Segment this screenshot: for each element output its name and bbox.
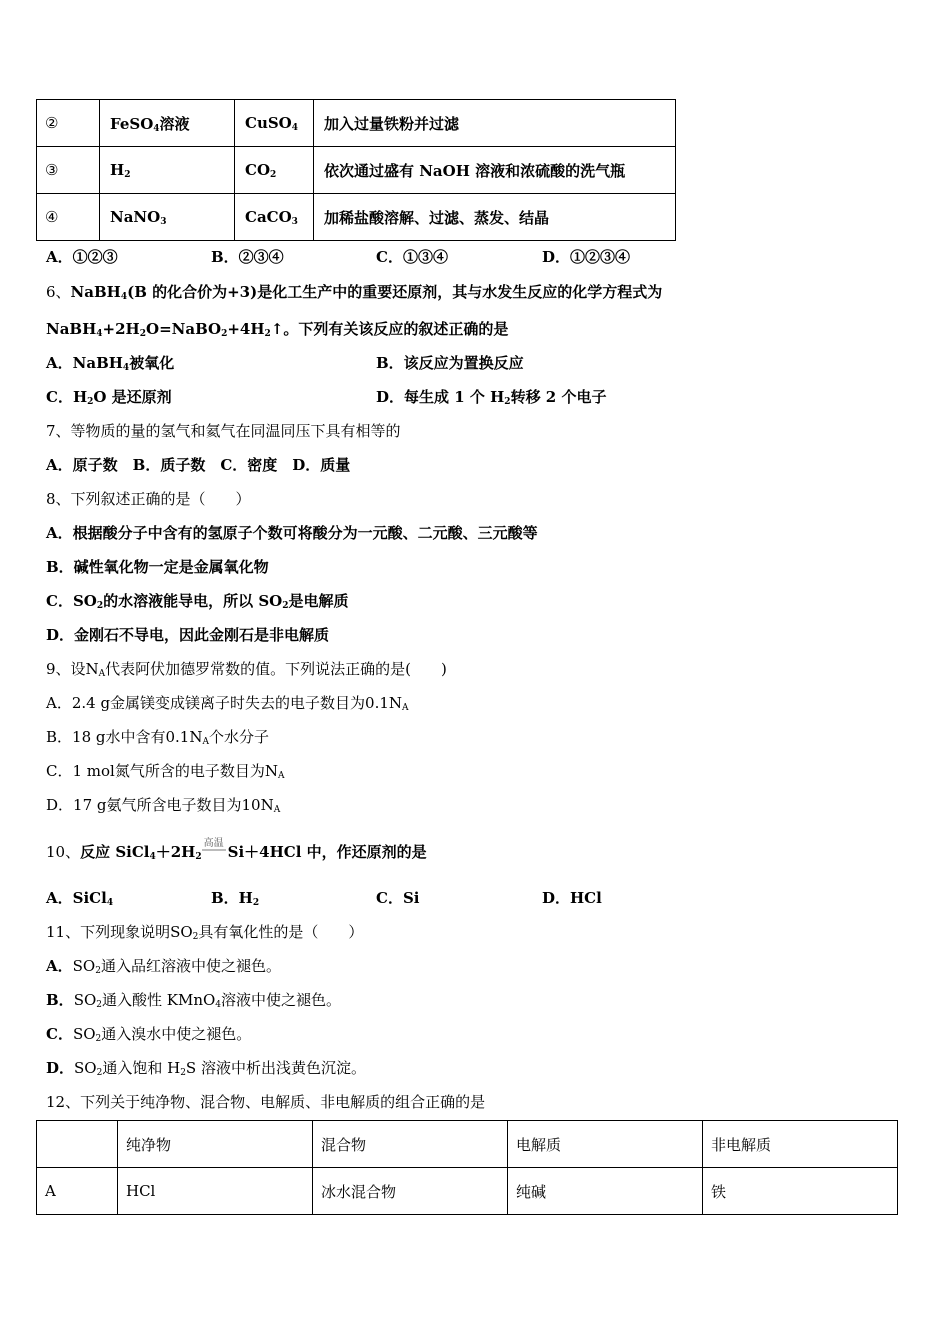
column-header: 非电解质 [703,1121,898,1168]
q5-option-d[interactable]: D．①②③④ [542,248,631,266]
q6-option-c[interactable]: C．$H_2O$ 是还原剂 [46,388,172,407]
table-cell: A [37,1168,118,1215]
q10-option-b[interactable]: B．$H_2$ [211,889,260,908]
q6-equation: $NaBH_4+2H_2O=NaBO_2+4H_2↑$。下列有关该反应的叙述正确的是 [46,320,509,339]
q9-option-a[interactable]: A．2.4 g金属镁变成镁离子时失去的电子数目为$0.1N_A$ [46,694,409,713]
column-header: 电解质 [508,1121,703,1168]
classification-table [36,1120,898,1215]
method-cell: 加稀盐酸溶解、过滤、蒸发、结晶 [314,194,676,241]
q6-stem: 6、NaBH$_4$(B 的化合价为+3)是化工生产中的重要还原剂，其与水发生反应的化学方程式为 [46,283,663,302]
substance-cell: NaNO$_3$ [100,194,235,241]
q8-option-c[interactable]: C．$SO_2$的水溶液能导电，所以 $SO_2$是电解质 [46,592,349,611]
q8-option-d[interactable]: D．金刚石不导电，因此金刚石是非电解质 [46,626,330,644]
table-cell: 铁 [703,1168,898,1215]
row-number: ④ [37,194,100,241]
table-cell: 冰水混合物 [313,1168,508,1215]
table-row [37,147,676,194]
q6-option-a[interactable]: A．NaBH$_4$被氧化 [46,354,175,373]
q10-option-c[interactable]: C．Si [376,889,420,907]
table-cell: HCl [118,1168,313,1215]
q8-option-b[interactable]: B．碱性氧化物一定是金属氧化物 [46,558,269,576]
q8-option-a[interactable]: A．根据酸分子中含有的氢原子个数可将酸分为一元酸、二元酸、三元酸等 [46,524,538,542]
q9-option-c[interactable]: C．1 mol氮气所含的电子数目为$N_A$ [46,762,285,781]
q5-option-b[interactable]: B．②③④ [211,248,284,266]
q11-option-c[interactable]: C．$SO_2$通入溴水中使之褪色。 [46,1025,252,1044]
method-cell: 加入过量铁粉并过滤 [314,100,676,147]
column-header [37,1121,118,1168]
table-header-row [37,1121,898,1168]
row-number: ② [37,100,100,147]
q10-stem: 10、反应 $SiCl_4+2H_2$ 高温 Si＋4HCl 中，作还原剂的是 [46,838,427,862]
table-row [37,1168,898,1215]
q11-option-b[interactable]: B．$SO_2$通入酸性 KMnO$_4$溶液中使之褪色。 [46,991,342,1010]
q10-option-d[interactable]: D．HCl [542,889,602,907]
q5-option-c[interactable]: C．①③④ [376,248,448,266]
table-row [37,100,676,147]
q6-option-b[interactable]: B．该反应为置换反应 [376,354,524,372]
method-cell: 依次通过盛有 NaOH 溶液和浓硫酸的洗气瓶 [314,147,676,194]
row-number: ③ [37,147,100,194]
q12-stem: 12、下列关于纯净物、混合物、电解质、非电解质的组合正确的是 [46,1093,486,1111]
q11-stem: 11、下列现象说明$SO_2$具有氧化性的是（ ） [46,923,364,942]
q7-options[interactable]: A．原子数 B．质子数 C．密度 D．质量 [46,456,351,474]
table-row [37,194,676,241]
purification-table [36,99,676,241]
impurity-cell: $CO_2$ [235,147,314,194]
reaction-condition-arrow: 高温 [203,838,224,849]
column-header: 混合物 [313,1121,508,1168]
impurity-cell: CuSO$_4$ [235,100,314,147]
q11-option-a[interactable]: A．$SO_2$通入品红溶液中使之褪色。 [46,957,281,976]
q6-option-d[interactable]: D．每生成 1 个 $H_2$转移 2 个电子 [376,388,607,407]
q8-stem: 8、下列叙述正确的是（ ） [46,490,251,508]
q9-option-b[interactable]: B．18 g水中含有$0.1N_A$个水分子 [46,728,269,747]
q7-stem: 7、等物质的量的氢气和氦气在同温同压下具有相等的 [46,422,401,440]
q9-option-d[interactable]: D．17 g氨气所含电子数目为$10N_A$ [46,796,281,815]
q11-option-d[interactable]: D．$SO_2$通入饱和 $H_2S$ 溶液中析出浅黄色沉淀。 [46,1059,366,1078]
substance-cell: $H_2$ [100,147,235,194]
q5-option-a[interactable]: A．①②③ [46,248,118,266]
table-cell: 纯碱 [508,1168,703,1215]
q9-stem: 9、设$N_A$代表阿伏加德罗常数的值。下列说法正确的是( ) [46,660,447,679]
q10-option-a[interactable]: A．SiCl$_4$ [46,889,114,908]
column-header: 纯净物 [118,1121,313,1168]
impurity-cell: CaCO$_3$ [235,194,314,241]
substance-cell: FeSO$_4$溶液 [100,100,235,147]
